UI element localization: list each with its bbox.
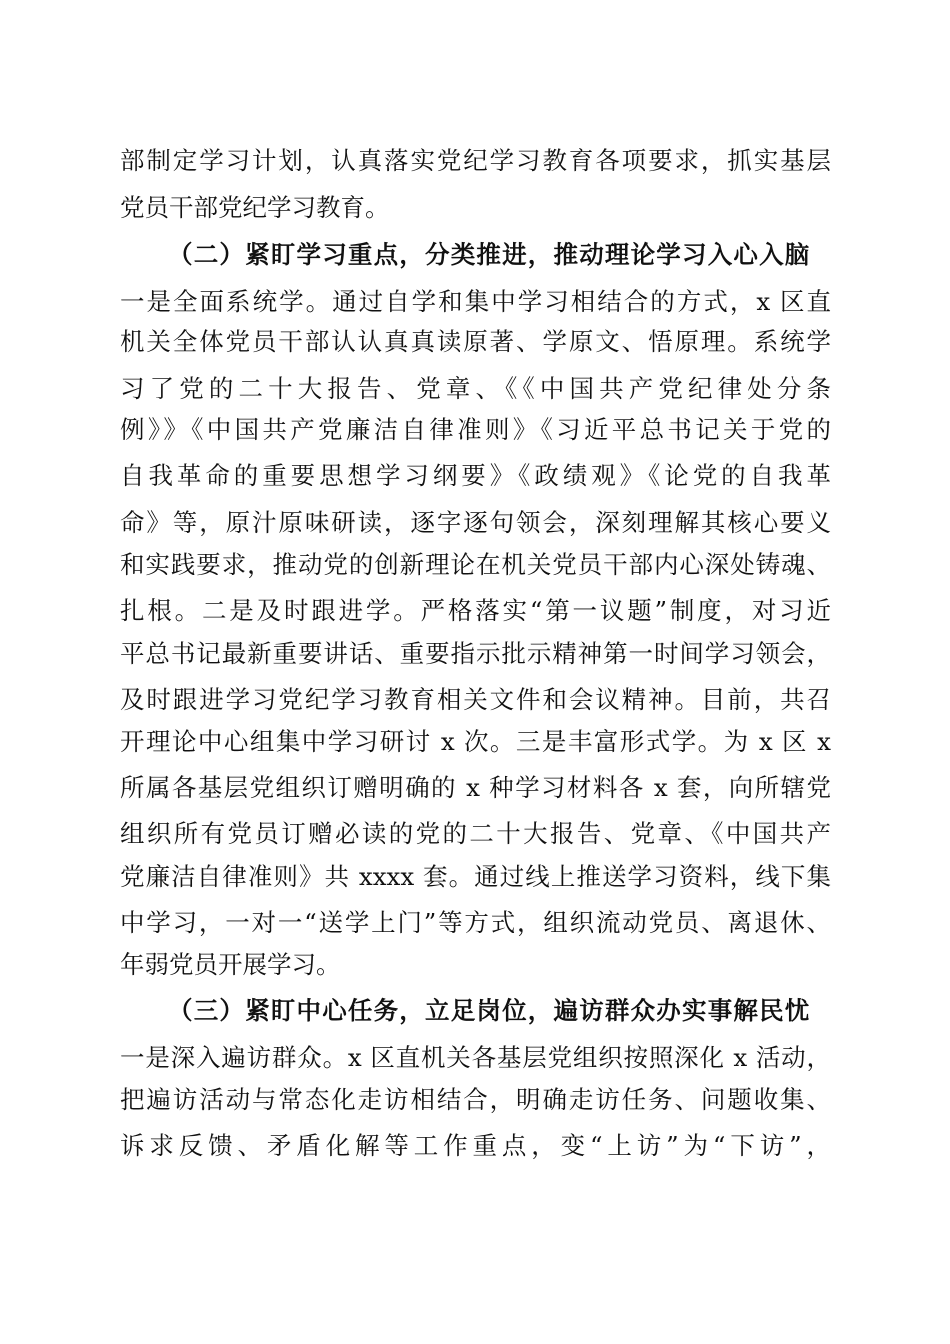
- body-text-line: 命》等，原汁原味研读，逐字逐句领会，深刻理解其核心要义: [120, 508, 831, 537]
- body-text-line: 自我革命的重要思想学习纲要》《政绩观》《论党的自我革: [120, 461, 831, 490]
- body-text-line: 组织所有党员订赠必读的党的二十大报告、党章、《中国共产: [120, 819, 831, 848]
- body-text-line: 扎根。二是及时跟进学。严格落实“第一议题”制度，对习近: [120, 596, 831, 625]
- body-text-line: 平总书记最新重要讲话、重要指示批示精神第一时间学习领会，: [120, 639, 831, 668]
- body-text-line: 和实践要求，推动党的创新理论在机关党员干部内心深处铸魂、: [120, 550, 831, 579]
- body-text-line: 部制定学习计划，认真落实党纪学习教育各项要求，抓实基层: [120, 146, 831, 175]
- body-text-line: 习了党的二十大报告、党章、《《中国共产党纪律处分条: [120, 374, 831, 403]
- body-text-line: 党廉洁自律准则》共 xxxx 套。通过线上推送学习资料，线下集: [120, 862, 831, 891]
- body-text-line: 党员干部党纪学习教育。: [120, 193, 390, 222]
- section-heading-3: （三）紧盯中心任务，立足岗位，遍访群众办实事解民忧: [168, 996, 811, 1025]
- body-text-line: 一是全面系统学。通过自学和集中学习相结合的方式，x 区直: [120, 287, 831, 316]
- body-text-line: 及时跟进学习党纪学习教育相关文件和会议精神。目前，共召: [120, 685, 831, 714]
- body-text-line: 把遍访活动与常态化走访相结合，明确走访任务、问题收集、: [120, 1085, 831, 1114]
- body-text-line: 开理论中心组集中学习研讨 x 次。三是丰富形式学。为 x 区 x: [120, 727, 831, 756]
- body-text-line: 年弱党员开展学习。: [120, 950, 341, 979]
- body-text-line: 一是深入遍访群众。x 区直机关各基层党组织按照深化 x 活动，: [120, 1043, 831, 1072]
- body-text-line: 诉求反馈、矛盾化解等工作重点，变“上访”为“下访”，: [120, 1131, 831, 1160]
- body-text-line: 所属各基层党组织订赠明确的 x 种学习材料各 x 套，向所辖党: [120, 773, 831, 802]
- body-text-line: 中学习，一对一“送学上门”等方式，组织流动党员、离退休、: [120, 908, 831, 937]
- section-heading-2: （二）紧盯学习重点，分类推进，推动理论学习入心入脑: [168, 240, 811, 269]
- body-text-line: 例》》《中国共产党廉洁自律准则》《习近平总书记关于党的: [120, 415, 831, 444]
- body-text-line: 机关全体党员干部认认真真读原著、学原文、悟原理。系统学: [120, 327, 831, 356]
